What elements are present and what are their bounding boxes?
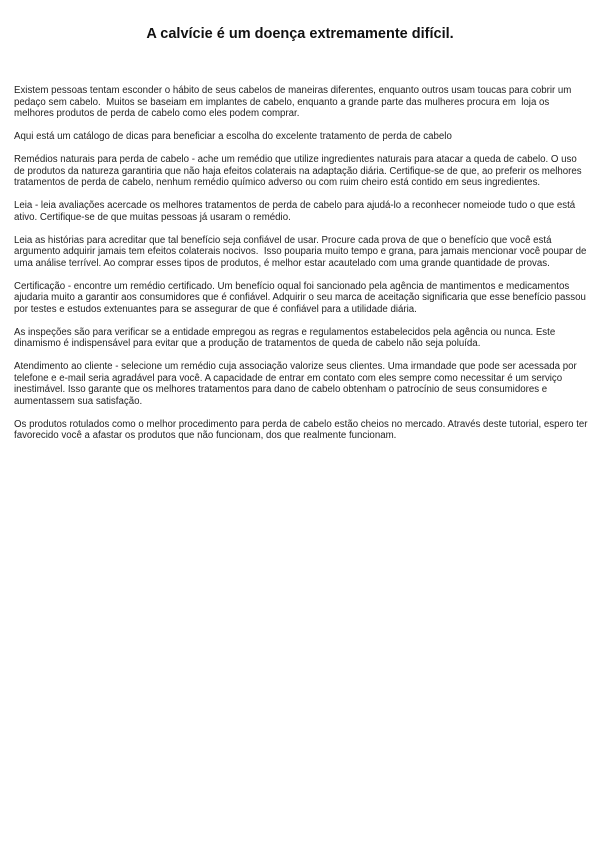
paragraph-natural-remedies: Remédios naturais para perda de cabelo - ache um remédio que utilize ingredientes naturais para atacar a queda de cabelo. O uso de produtos da natureza garantiria que não haja efeitos colaterais na adaptação diária. Certifique-se de que, ao preferir os melhores tratamentos de perda de cabelo, nenhum remédio químico adverso ou com ruim cheiro está contido em seus ingredientes. bbox=[14, 153, 585, 189]
page-title: A calvície é um doença extremamente difícil. bbox=[146, 26, 454, 42]
document-body bbox=[14, 85, 591, 453]
paragraph-reviews: Leia - leia avaliações acercade os melhores tratamentos de perda de cabelo para ajudá-lo a reconhecer nomeiode tudo o que está ativo. Certifique-se de que muitas pessoas já usaram o remédio. bbox=[14, 200, 578, 223]
paragraph-intro: Existem pessoas tentam esconder o hábito de seus cabelos de maneiras diferentes, enquanto outros usam toucas para cobrir um pedaço sem cabelo. Muitos se baseiam em implantes de cabelo, enquanto a grande parte das mulheres procura em loja os melhores produtos de perda de cabelo como eles podem comprar. bbox=[14, 85, 575, 120]
paragraph-inspections: As inspeções são para verificar se a entidade empregou as regras e regulamentos estabelecidos pela agência ou nunca. Este dinamismo é indispensável para evitar que a produção de tratamentos de queda de cabelo não seja poluída. bbox=[14, 326, 558, 350]
paragraph-conclusion: Os produtos rotulados como o melhor procedimento para perda de cabelo estão cheios no mercado. Através deste tutorial, espero ter favorecido você a afastar os produtos que não funcionam, dos que realmente funcionam. bbox=[14, 418, 591, 442]
paragraph-customer-service: Atendimento ao cliente - selecione um remédio cuja associação valorize seus clientes. Uma irmandade que pode ser acessada por telefone e e-mail seria agradável para você. A capacidade de entrar em contato com eles sempre como necessitar é um serviço inestimável. Isso garante que os melhores tratamentos para dano de cabelo obtenham o patrocínio de seus consumidores e aumentassem sua satisfação. bbox=[14, 361, 580, 407]
paragraph-certification: Certificação - encontre um remédio certificado. Um benefício oqual foi sancionado pela agência de mantimentos e medicamentos ajudaria muito a garantir aos consumidores que é confiável. Adquirir o seu marca de aceitação significaria que esse benefício passou por testes e estudos extenuantes para se assegurar de que é confiável para a utilidade diária. bbox=[14, 280, 589, 315]
paragraph-stories: Leia as histórias para acreditar que tal benefício seja confiável de usar. Procure cada prova de que o benefício que você está argumento adquirir jamais tem efeitos colaterais nocivos. Isso pouparia muito tempo e grana, para jamais mencionar você poupar de uma análise terrível. Ao comprar esses tipos de produtos, é melhor estar acautelado com uma grande quantidade de provas. bbox=[14, 234, 590, 269]
paragraph-catalog: Aqui está um catálogo de dicas para beneficiar a escolha do excelente tratamento de perda de cabelo bbox=[14, 131, 452, 143]
